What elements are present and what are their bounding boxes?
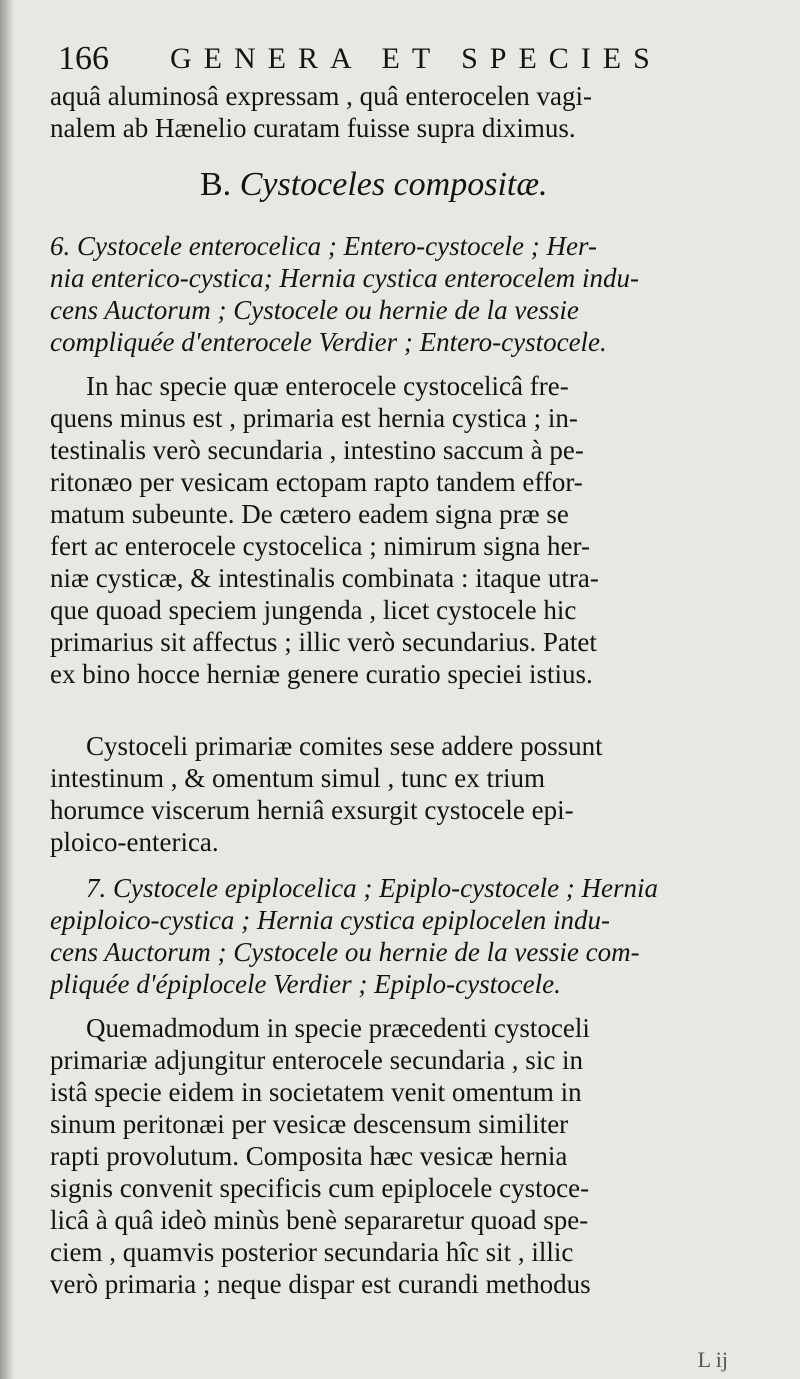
opening-lines	[50, 80, 750, 144]
text-line: intestinum , & omentum simul , tunc ex trium	[50, 763, 545, 793]
paragraph-3	[50, 1012, 750, 1300]
text-line: 6. Cystocele enterocelica ; Entero-cystocele ; Her-	[50, 231, 597, 261]
text-line: matum subeunte. De cætero eadem signa præ se	[50, 499, 569, 529]
text-line: Cystoceli primariæ comites sese addere possunt	[86, 731, 603, 761]
text-line: nia enterico-cystica; Hernia cystica enterocelem indu-	[50, 263, 640, 293]
species-7-heading	[50, 872, 750, 1000]
section-letter: B.	[200, 166, 232, 203]
text-line: primarius sit affectus ; illic verò secundarius. Patet	[50, 627, 597, 657]
text-line: rapti provolutum. Composita hæc vesicæ hernia	[50, 1141, 568, 1171]
text-line: aquâ aluminosâ expressam , quâ enterocelen vagi-	[50, 81, 593, 111]
text-line: signis convenit specificis cum epiplocele cystoce-	[50, 1173, 590, 1203]
text-line: Quemadmodum in specie præcedenti cystoceli	[86, 1013, 590, 1043]
text-line: fert ac enterocele cystocelica ; nimirum signa her-	[50, 531, 590, 561]
text-line: horumce viscerum herniâ exsurgit cystocele epi-	[50, 795, 574, 825]
text-line: nalem ab Hænelio curatam fuisse supra diximus.	[50, 113, 576, 143]
text-line: epiploico-cystica ; Hernia cystica epiplocelen indu-	[50, 905, 611, 935]
text-line: 7. Cystocele epiplocelica ; Epiplo-cystocele ; Hernia	[86, 873, 659, 903]
running-title: GENERA ET SPECIES	[170, 42, 662, 75]
species-6-heading	[50, 230, 750, 358]
page-number: 166	[58, 40, 109, 77]
running-header	[58, 40, 778, 84]
text-line: niæ cysticæ, & intestinalis combinata : itaque utra-	[50, 563, 599, 593]
text-line: compliquée d'enterocele Verdier ; Entero-cystocele.	[50, 327, 607, 357]
text-line: quens minus est , primaria est hernia cystica ; in-	[50, 403, 578, 433]
text-line: cens Auctorum ; Cystocele ou hernie de la vessie	[50, 295, 579, 325]
page-gutter-shadow	[0, 0, 14, 1379]
text-line: pliquée d'épiplocele Verdier ; Epiplo-cystocele.	[50, 969, 561, 999]
paragraph-2	[50, 730, 750, 858]
paragraph-1	[50, 370, 750, 690]
text-line: ex bino hocce herniæ genere curatio speciei istius.	[50, 659, 593, 689]
text-line: ritonæo per vesicam ectopam rapto tandem effor-	[50, 467, 583, 497]
text-line: licâ à quâ ideò minùs benè separaretur quoad spe-	[50, 1205, 589, 1235]
text-line: primariæ adjungitur enterocele secundaria , sic in	[50, 1045, 584, 1075]
text-line: ploico-enterica.	[50, 827, 219, 857]
text-line: que quoad speciem jungenda , licet cystocele hic	[50, 595, 577, 625]
text-line: ciem , quamvis posterior secundaria hîc sit , illic	[50, 1237, 574, 1267]
signature-mark: L ij	[697, 1347, 728, 1372]
text-line: istâ specie eidem in societatem venit omentum in	[50, 1077, 582, 1107]
text-line: In hac specie quæ enterocele cystocelicâ fre-	[86, 371, 569, 401]
text-line: testinalis verò secundaria , intestino saccum à pe-	[50, 435, 584, 465]
section-title: Cystoceles compositæ.	[239, 166, 548, 203]
section-heading	[200, 166, 548, 204]
text-line: verò primaria ; neque dispar est curandi methodus	[50, 1269, 591, 1299]
text-line: sinum peritonæi per vesicæ descensum similiter	[50, 1109, 569, 1139]
text-line: cens Auctorum ; Cystocele ou hernie de la vessie com-	[50, 937, 640, 967]
